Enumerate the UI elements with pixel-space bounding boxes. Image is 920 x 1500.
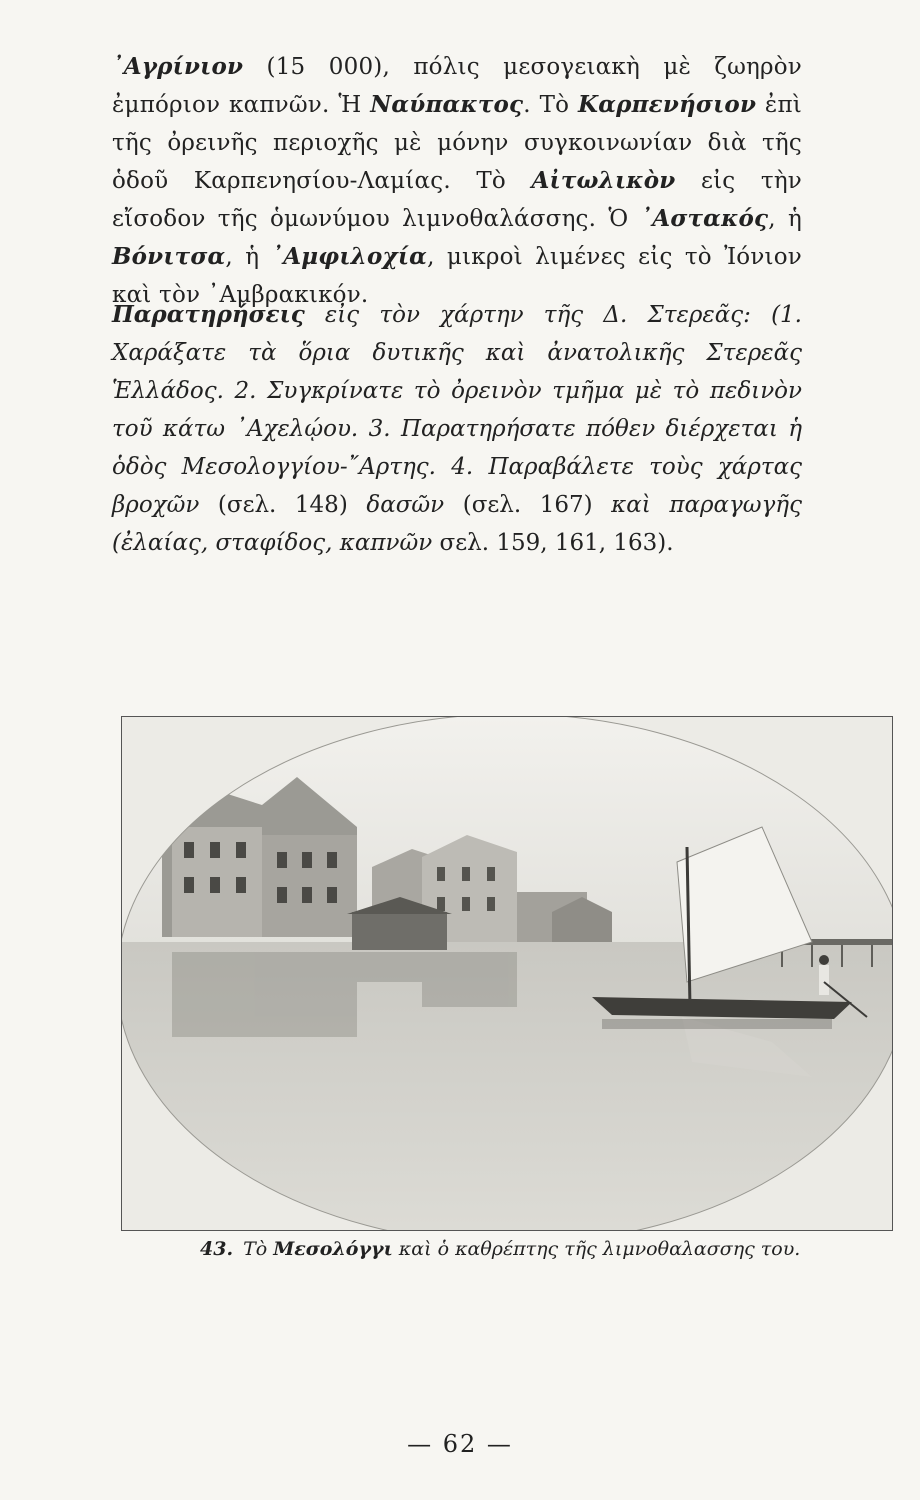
observations-heading: Παρατηρήσεις bbox=[112, 301, 305, 328]
mesolongi-photograph bbox=[121, 716, 893, 1231]
text-run: δασῶν bbox=[347, 492, 463, 518]
text-run: Τὸ bbox=[243, 1238, 274, 1260]
page-reference: σελ. 159, 161, 163). bbox=[439, 530, 674, 556]
text-run: καὶ παραγωγῆς (ἐλαίας, σταφίδος, καπνῶν bbox=[112, 492, 802, 556]
photo-illustration bbox=[122, 717, 892, 1230]
place-agrinion: ᾿Αγρίνιον bbox=[112, 53, 244, 80]
page-reference: (σελ. 167) bbox=[462, 492, 593, 518]
figure-number: 43. bbox=[200, 1238, 234, 1260]
map-observations-paragraph bbox=[112, 296, 802, 562]
text-run: ἐπὶ τῆς ὀρεινῆς περιοχῆς μὲ μόνην συγκοινωνίαν διὰ τῆς ὁδοῦ Καρπενησίου-Λαμίας. Τὸ bbox=[112, 92, 803, 194]
observation-item-3: 3. Παρατηρήσατε πόθεν διέρχεται ἡ ὁδὸς Μεσολογγίου-῎Αρτης. bbox=[112, 416, 802, 480]
caption-place-mesolongi: Μεσολόγγι bbox=[273, 1238, 393, 1260]
text-run: . Τὸ bbox=[523, 92, 579, 118]
observation-item-1: (1. Χαράξατε τὰ ὅρια δυτικῆς καὶ ἀνατολικῆς Στερεᾶς Ἑλλάδος. bbox=[112, 302, 802, 404]
text-run: , μικροὶ λιμένες εἰς τὸ Ἰόνιον καὶ τὸν ᾿Αμβρακικόν. bbox=[112, 244, 802, 308]
text-run: καὶ ὁ καθρέπτης τῆς λιμνοθαλασσης του. bbox=[392, 1238, 801, 1260]
observation-item-4: 4. Παραβάλετε τοὺς χάρτας βροχῶν bbox=[112, 454, 802, 518]
text-run: εἰς τὴν εἴσοδον τῆς ὁμωνύμου λιμνοθαλάσσης. Ὁ bbox=[112, 168, 802, 232]
photo-caption bbox=[200, 1238, 840, 1260]
text-run: εἰς τὸν χάρτην τῆς Δ. Στερεᾶς: bbox=[304, 302, 772, 328]
text-run: (15 000), πόλις μεσογειακὴ μὲ ζωηρὸν ἐμπόριον καπνῶν. Ἡ bbox=[112, 54, 802, 118]
city-descriptions-paragraph bbox=[112, 48, 802, 314]
page-reference: (σελ. 148) bbox=[217, 492, 348, 518]
place-nafpaktos: Ναύπακτος bbox=[370, 91, 524, 118]
place-vonitsa: Βόνιτσα bbox=[112, 243, 226, 270]
text-run: , ἡ bbox=[768, 206, 802, 232]
observation-item-2: 2. Συγκρίνατε τὸ ὀρεινὸν τμῆμα μὲ τὸ πεδινὸν τοῦ κάτω ᾿Αχελῴου. bbox=[112, 378, 803, 442]
place-aitoliko: Αἰτωλικὸν bbox=[531, 167, 676, 194]
text-run: , ἡ bbox=[225, 244, 272, 270]
place-amfilochia: ᾿Αμφιλοχία bbox=[271, 243, 428, 270]
place-astakos: ᾿Αστακός bbox=[640, 205, 769, 232]
page-number: — 62 — bbox=[407, 1430, 513, 1458]
place-karpenisi: Καρπενήσιον bbox=[578, 91, 757, 118]
